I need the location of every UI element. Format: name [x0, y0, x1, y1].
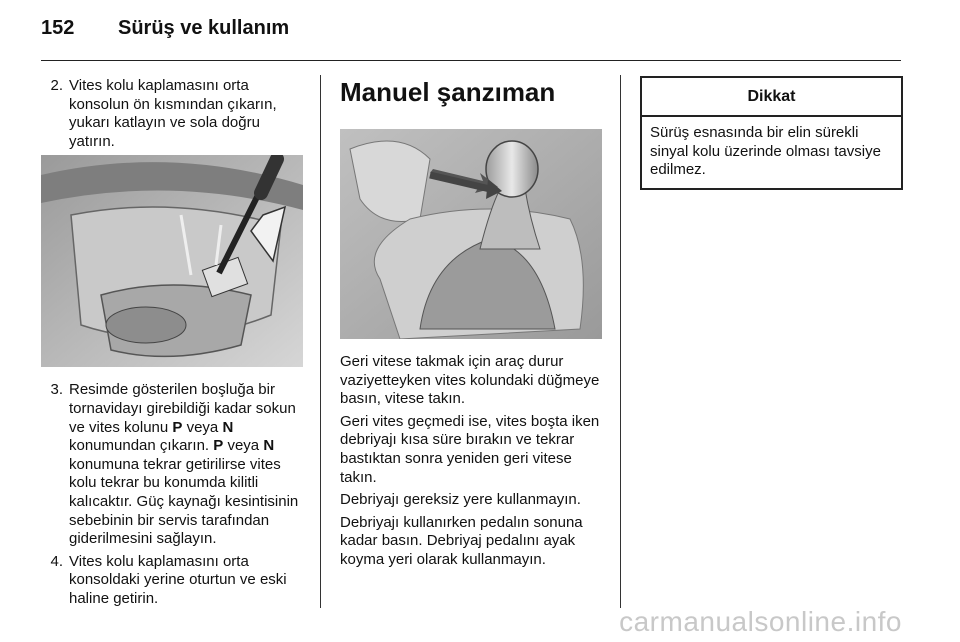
caution-box — [640, 76, 903, 190]
gear-p-label: P — [213, 437, 224, 455]
step-4 — [41, 553, 303, 609]
step-number: 4. — [50, 552, 63, 570]
gear-lever-cover-illustration — [41, 155, 303, 367]
text-run: veya — [223, 437, 264, 455]
page-header — [41, 17, 289, 40]
step-text: Vites kolu kaplamasını orta konsoldaki yerine oturtun ve eski haline getirin. — [69, 552, 287, 607]
gear-n-label: N — [263, 437, 275, 455]
caution-title: Dikkat — [642, 78, 901, 117]
text-run: konumundan çıkarın. — [69, 437, 214, 455]
caution-text: Sürüş esnasında bir elin sürekli sinyal kolu üzerinde olması tavsiye edilmez. — [650, 124, 881, 179]
paragraph-4: Debriyajı kullanırken pedalın sonuna kadar basın. Debriyaj pedalını ayak koyma yeri olarak kullanmayın. — [340, 513, 583, 568]
step-3 — [41, 381, 303, 548]
text-run: konumuna tekrar getirilirse vites kolu tekrar bu konumda kilitli kalıcaktır. Güç kaynağı kesintisinin sebebinin bir servis tarafından giderilmesini sağlayın. — [69, 455, 299, 548]
column-divider-left — [320, 75, 321, 608]
header-rule — [41, 60, 901, 61]
step-number: 3. — [50, 381, 63, 399]
paragraph-2: Geri vites geçmedi ise, vites boşta iken debriyajı kısa süre bırakın ve tekrar bastıktan sonra yeniden geri vitese takın. — [340, 412, 600, 486]
gear-knob-drawing — [340, 129, 602, 339]
text-run: veya — [182, 418, 223, 436]
middle-column — [340, 77, 602, 574]
screwdriver-illustration — [41, 155, 303, 367]
gear-p-label: P — [172, 418, 183, 436]
paragraph-3: Debriyajı gereksiz yere kullanmayın. — [340, 491, 581, 509]
page-title: Sürüş ve kullanım — [118, 17, 290, 39]
gear-n-label: N — [222, 418, 234, 436]
watermark: carmanualsonline.info — [619, 606, 902, 637]
page-number: 152 — [41, 17, 75, 39]
section-heading: Manuel şanzıman — [340, 77, 556, 107]
step-text: Vites kolu kaplamasını orta konsolun ön kısmından çıkarın, yukarı katlayın ve sola doğru yatırın. — [69, 77, 277, 150]
column-divider-right — [620, 75, 621, 608]
gear-knob-illustration — [340, 129, 602, 339]
paragraph-1: Geri vitese takmak için araç durur vaziyetteyken vites kolundaki düğmeye basın, vitese takın. — [340, 353, 600, 408]
step-text — [69, 381, 303, 548]
left-column — [41, 77, 303, 609]
step-number: 2. — [50, 77, 63, 94]
step-2 — [41, 77, 303, 151]
text-run: Resimde gösterilen boşluğa bir tornavidayı girebildiği kadar sokun ve vites kolunu — [69, 381, 296, 436]
